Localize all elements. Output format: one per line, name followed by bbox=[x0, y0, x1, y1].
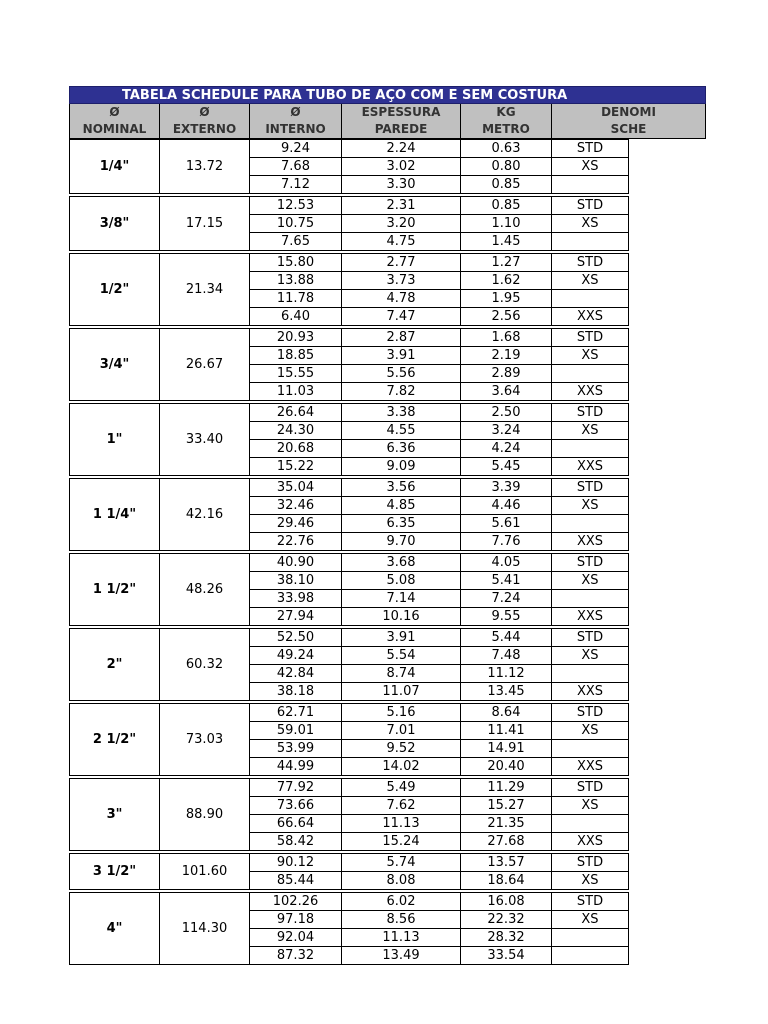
table-row bbox=[250, 497, 629, 515]
cell-kg-metro: 13.45 bbox=[461, 683, 552, 701]
cell-schedule: STD bbox=[552, 196, 629, 215]
cell-externo: 88.90 bbox=[160, 778, 250, 851]
cell-schedule bbox=[552, 176, 629, 194]
cell-schedule: XXS bbox=[552, 383, 629, 401]
cell-kg-metro: 0.80 bbox=[461, 158, 552, 176]
cell-kg-metro: 18.64 bbox=[461, 872, 552, 890]
pipe-size-group bbox=[69, 703, 629, 776]
cell-interno: 6.40 bbox=[250, 308, 342, 326]
table-row bbox=[250, 328, 629, 347]
cell-interno: 15.55 bbox=[250, 365, 342, 383]
cell-schedule: XXS bbox=[552, 533, 629, 551]
table-row bbox=[250, 308, 629, 326]
cell-espessura: 2.77 bbox=[342, 253, 461, 272]
table-row bbox=[250, 176, 629, 194]
cell-espessura: 3.73 bbox=[342, 272, 461, 290]
table-row bbox=[250, 253, 629, 272]
cell-interno: 20.93 bbox=[250, 328, 342, 347]
cell-externo: 42.16 bbox=[160, 478, 250, 551]
cell-espessura: 3.68 bbox=[342, 553, 461, 572]
cell-kg-metro: 2.19 bbox=[461, 347, 552, 365]
cell-schedule bbox=[552, 365, 629, 383]
cell-espessura: 3.91 bbox=[342, 628, 461, 647]
cell-kg-metro: 7.24 bbox=[461, 590, 552, 608]
cell-interno: 52.50 bbox=[250, 628, 342, 647]
cell-espessura: 3.02 bbox=[342, 158, 461, 176]
cell-espessura: 5.16 bbox=[342, 703, 461, 722]
table-row bbox=[250, 647, 629, 665]
cell-schedule: XXS bbox=[552, 308, 629, 326]
cell-espessura: 11.13 bbox=[342, 815, 461, 833]
cell-kg-metro: 2.50 bbox=[461, 403, 552, 422]
cell-kg-metro: 0.63 bbox=[461, 139, 552, 158]
cell-espessura: 8.74 bbox=[342, 665, 461, 683]
pipe-size-group bbox=[69, 628, 629, 701]
cell-interno: 27.94 bbox=[250, 608, 342, 626]
cell-schedule: STD bbox=[552, 703, 629, 722]
table-row bbox=[250, 815, 629, 833]
cell-espessura: 7.47 bbox=[342, 308, 461, 326]
cell-schedule: XS bbox=[552, 272, 629, 290]
cell-nominal: 1/2" bbox=[69, 253, 160, 326]
table-row bbox=[250, 797, 629, 815]
table-row bbox=[250, 515, 629, 533]
header-nominal bbox=[69, 104, 160, 139]
cell-interno: 12.53 bbox=[250, 196, 342, 215]
cell-espessura: 7.14 bbox=[342, 590, 461, 608]
cell-interno: 102.26 bbox=[250, 892, 342, 911]
table-row bbox=[250, 872, 629, 890]
table-row bbox=[250, 440, 629, 458]
cell-espessura: 4.85 bbox=[342, 497, 461, 515]
cell-externo: 73.03 bbox=[160, 703, 250, 776]
cell-kg-metro: 3.24 bbox=[461, 422, 552, 440]
table-row bbox=[250, 833, 629, 851]
cell-schedule bbox=[552, 290, 629, 308]
cell-schedule: XS bbox=[552, 572, 629, 590]
cell-espessura: 5.54 bbox=[342, 647, 461, 665]
cell-espessura: 3.30 bbox=[342, 176, 461, 194]
cell-interno: 38.18 bbox=[250, 683, 342, 701]
cell-nominal: 2 1/2" bbox=[69, 703, 160, 776]
table-row bbox=[250, 365, 629, 383]
cell-interno: 11.78 bbox=[250, 290, 342, 308]
cell-externo: 48.26 bbox=[160, 553, 250, 626]
cell-nominal: 1" bbox=[69, 403, 160, 476]
cell-schedule: XS bbox=[552, 647, 629, 665]
cell-externo: 17.15 bbox=[160, 196, 250, 251]
table-row bbox=[250, 758, 629, 776]
table-grid bbox=[69, 104, 706, 967]
cell-espessura: 9.09 bbox=[342, 458, 461, 476]
cell-interno: 38.10 bbox=[250, 572, 342, 590]
cell-espessura: 5.56 bbox=[342, 365, 461, 383]
cell-schedule bbox=[552, 740, 629, 758]
table-row bbox=[250, 892, 629, 911]
cell-espessura: 13.49 bbox=[342, 947, 461, 965]
cell-schedule: XS bbox=[552, 722, 629, 740]
cell-kg-metro: 22.32 bbox=[461, 911, 552, 929]
header-line: EXTERNO bbox=[172, 122, 237, 136]
header-espessura bbox=[342, 104, 461, 139]
table-row bbox=[250, 272, 629, 290]
cell-interno: 73.66 bbox=[250, 797, 342, 815]
cell-interno: 15.22 bbox=[250, 458, 342, 476]
header-line: KG bbox=[496, 105, 516, 119]
cell-schedule bbox=[552, 665, 629, 683]
cell-kg-metro: 14.91 bbox=[461, 740, 552, 758]
table-row bbox=[250, 196, 629, 215]
pipe-size-group bbox=[69, 196, 629, 251]
table-row bbox=[250, 778, 629, 797]
cell-schedule: XXS bbox=[552, 758, 629, 776]
cell-kg-metro: 20.40 bbox=[461, 758, 552, 776]
cell-schedule: STD bbox=[552, 853, 629, 872]
cell-espessura: 3.38 bbox=[342, 403, 461, 422]
table-row bbox=[250, 665, 629, 683]
table-row bbox=[250, 929, 629, 947]
table-row bbox=[250, 572, 629, 590]
table-row bbox=[250, 683, 629, 701]
cell-kg-metro: 2.89 bbox=[461, 365, 552, 383]
cell-schedule: XXS bbox=[552, 833, 629, 851]
cell-espessura: 4.78 bbox=[342, 290, 461, 308]
cell-interno: 49.24 bbox=[250, 647, 342, 665]
cell-externo: 114.30 bbox=[160, 892, 250, 965]
cell-kg-metro: 5.44 bbox=[461, 628, 552, 647]
cell-interno: 85.44 bbox=[250, 872, 342, 890]
table-row bbox=[250, 740, 629, 758]
cell-espessura: 5.08 bbox=[342, 572, 461, 590]
cell-kg-metro: 13.57 bbox=[461, 853, 552, 872]
cell-kg-metro: 2.56 bbox=[461, 308, 552, 326]
cell-schedule: STD bbox=[552, 403, 629, 422]
cell-espessura: 11.13 bbox=[342, 929, 461, 947]
cell-schedule: XS bbox=[552, 797, 629, 815]
cell-espessura: 15.24 bbox=[342, 833, 461, 851]
pipe-size-group bbox=[69, 139, 629, 194]
header-line: NOMINAL bbox=[82, 122, 147, 136]
header-line: INTERNO bbox=[265, 122, 326, 136]
cell-kg-metro: 33.54 bbox=[461, 947, 552, 965]
cell-interno: 44.99 bbox=[250, 758, 342, 776]
cell-interno: 29.46 bbox=[250, 515, 342, 533]
header-externo bbox=[160, 104, 250, 139]
table-row bbox=[250, 347, 629, 365]
schedule-table bbox=[69, 86, 706, 967]
cell-interno: 53.99 bbox=[250, 740, 342, 758]
pipe-size-group bbox=[69, 253, 629, 326]
pipe-size-group bbox=[69, 403, 629, 476]
cell-nominal: 3 1/2" bbox=[69, 853, 160, 890]
cell-nominal: 1 1/2" bbox=[69, 553, 160, 626]
cell-interno: 40.90 bbox=[250, 553, 342, 572]
cell-schedule: STD bbox=[552, 892, 629, 911]
cell-kg-metro: 5.45 bbox=[461, 458, 552, 476]
cell-espessura: 4.75 bbox=[342, 233, 461, 251]
header-line: METRO bbox=[482, 122, 530, 136]
cell-interno: 20.68 bbox=[250, 440, 342, 458]
cell-kg-metro: 7.48 bbox=[461, 647, 552, 665]
cell-espessura: 11.07 bbox=[342, 683, 461, 701]
cell-interno: 18.85 bbox=[250, 347, 342, 365]
header-line: SCHE bbox=[610, 122, 647, 136]
cell-espessura: 2.24 bbox=[342, 139, 461, 158]
cell-interno: 33.98 bbox=[250, 590, 342, 608]
cell-schedule: STD bbox=[552, 328, 629, 347]
cell-kg-metro: 0.85 bbox=[461, 196, 552, 215]
cell-interno: 66.64 bbox=[250, 815, 342, 833]
cell-kg-metro: 16.08 bbox=[461, 892, 552, 911]
cell-nominal: 1 1/4" bbox=[69, 478, 160, 551]
cell-schedule: STD bbox=[552, 553, 629, 572]
cell-nominal: 1/4" bbox=[69, 139, 160, 194]
cell-kg-metro: 3.64 bbox=[461, 383, 552, 401]
table-row bbox=[250, 853, 629, 872]
cell-kg-metro: 1.68 bbox=[461, 328, 552, 347]
cell-interno: 92.04 bbox=[250, 929, 342, 947]
cell-schedule: XS bbox=[552, 215, 629, 233]
cell-kg-metro: 1.95 bbox=[461, 290, 552, 308]
cell-interno: 13.88 bbox=[250, 272, 342, 290]
cell-espessura: 2.87 bbox=[342, 328, 461, 347]
table-title: TABELA SCHEDULE PARA TUBO DE AÇO COM E SEM COSTURA bbox=[69, 86, 706, 104]
pipe-size-group bbox=[69, 853, 629, 890]
cell-schedule: XXS bbox=[552, 683, 629, 701]
table-row bbox=[250, 215, 629, 233]
cell-kg-metro: 1.10 bbox=[461, 215, 552, 233]
cell-nominal: 3/8" bbox=[69, 196, 160, 251]
cell-interno: 15.80 bbox=[250, 253, 342, 272]
cell-espessura: 2.31 bbox=[342, 196, 461, 215]
cell-espessura: 3.56 bbox=[342, 478, 461, 497]
header-line: Ø bbox=[109, 105, 120, 119]
table-row bbox=[250, 383, 629, 401]
cell-schedule: XXS bbox=[552, 458, 629, 476]
cell-interno: 87.32 bbox=[250, 947, 342, 965]
pipe-size-group bbox=[69, 778, 629, 851]
header-schedule bbox=[552, 104, 706, 139]
cell-espessura: 8.56 bbox=[342, 911, 461, 929]
cell-interno: 32.46 bbox=[250, 497, 342, 515]
cell-schedule: STD bbox=[552, 628, 629, 647]
cell-kg-metro: 0.85 bbox=[461, 176, 552, 194]
table-row bbox=[250, 553, 629, 572]
cell-kg-metro: 7.76 bbox=[461, 533, 552, 551]
cell-kg-metro: 1.27 bbox=[461, 253, 552, 272]
header-interno bbox=[250, 104, 342, 139]
cell-espessura: 6.36 bbox=[342, 440, 461, 458]
pipe-size-group bbox=[69, 328, 629, 401]
cell-kg-metro: 11.12 bbox=[461, 665, 552, 683]
table-row bbox=[250, 533, 629, 551]
cell-schedule: STD bbox=[552, 139, 629, 158]
cell-espessura: 6.02 bbox=[342, 892, 461, 911]
cell-espessura: 4.55 bbox=[342, 422, 461, 440]
cell-schedule bbox=[552, 929, 629, 947]
cell-kg-metro: 15.27 bbox=[461, 797, 552, 815]
cell-interno: 22.76 bbox=[250, 533, 342, 551]
cell-kg-metro: 11.29 bbox=[461, 778, 552, 797]
cell-interno: 97.18 bbox=[250, 911, 342, 929]
table-row bbox=[250, 422, 629, 440]
header-line: DENOMI bbox=[601, 105, 656, 119]
cell-interno: 10.75 bbox=[250, 215, 342, 233]
cell-interno: 7.65 bbox=[250, 233, 342, 251]
cell-interno: 58.42 bbox=[250, 833, 342, 851]
cell-interno: 42.84 bbox=[250, 665, 342, 683]
cell-externo: 26.67 bbox=[160, 328, 250, 401]
table-row bbox=[250, 703, 629, 722]
cell-nominal: 4" bbox=[69, 892, 160, 965]
cell-schedule: XS bbox=[552, 422, 629, 440]
header-kg-metro bbox=[461, 104, 552, 139]
cell-externo: 33.40 bbox=[160, 403, 250, 476]
header-line: Ø bbox=[199, 105, 210, 119]
cell-schedule: XS bbox=[552, 497, 629, 515]
table-row bbox=[250, 158, 629, 176]
table-row bbox=[250, 590, 629, 608]
cell-kg-metro: 5.41 bbox=[461, 572, 552, 590]
cell-kg-metro: 4.05 bbox=[461, 553, 552, 572]
header-line: ESPESSURA bbox=[361, 105, 441, 119]
cell-externo: 101.60 bbox=[160, 853, 250, 890]
cell-nominal: 3" bbox=[69, 778, 160, 851]
table-row bbox=[250, 722, 629, 740]
cell-interno: 35.04 bbox=[250, 478, 342, 497]
cell-schedule: STD bbox=[552, 778, 629, 797]
cell-espessura: 3.20 bbox=[342, 215, 461, 233]
table-row bbox=[250, 947, 629, 965]
table-row bbox=[250, 139, 629, 158]
pipe-size-group bbox=[69, 892, 629, 965]
table-row bbox=[250, 911, 629, 929]
table-row bbox=[250, 290, 629, 308]
cell-interno: 59.01 bbox=[250, 722, 342, 740]
cell-espessura: 8.08 bbox=[342, 872, 461, 890]
cell-kg-metro: 11.41 bbox=[461, 722, 552, 740]
cell-interno: 7.12 bbox=[250, 176, 342, 194]
table-row bbox=[250, 458, 629, 476]
table-row bbox=[250, 628, 629, 647]
cell-schedule bbox=[552, 515, 629, 533]
cell-schedule: XS bbox=[552, 158, 629, 176]
cell-espessura: 7.62 bbox=[342, 797, 461, 815]
cell-schedule bbox=[552, 440, 629, 458]
cell-interno: 11.03 bbox=[250, 383, 342, 401]
cell-externo: 21.34 bbox=[160, 253, 250, 326]
cell-kg-metro: 5.61 bbox=[461, 515, 552, 533]
cell-espessura: 10.16 bbox=[342, 608, 461, 626]
cell-kg-metro: 1.62 bbox=[461, 272, 552, 290]
cell-schedule: XS bbox=[552, 911, 629, 929]
cell-schedule bbox=[552, 815, 629, 833]
cell-schedule: XS bbox=[552, 347, 629, 365]
cell-nominal: 2" bbox=[69, 628, 160, 701]
cell-interno: 26.64 bbox=[250, 403, 342, 422]
cell-espessura: 5.49 bbox=[342, 778, 461, 797]
cell-espessura: 6.35 bbox=[342, 515, 461, 533]
cell-schedule bbox=[552, 590, 629, 608]
cell-espessura: 14.02 bbox=[342, 758, 461, 776]
pipe-size-group bbox=[69, 478, 629, 551]
cell-interno: 62.71 bbox=[250, 703, 342, 722]
header-line: Ø bbox=[290, 105, 301, 119]
cell-interno: 7.68 bbox=[250, 158, 342, 176]
cell-kg-metro: 3.39 bbox=[461, 478, 552, 497]
cell-schedule: STD bbox=[552, 253, 629, 272]
cell-espessura: 9.70 bbox=[342, 533, 461, 551]
cell-externo: 60.32 bbox=[160, 628, 250, 701]
cell-kg-metro: 28.32 bbox=[461, 929, 552, 947]
pipe-size-group bbox=[69, 553, 629, 626]
cell-kg-metro: 1.45 bbox=[461, 233, 552, 251]
cell-espessura: 7.01 bbox=[342, 722, 461, 740]
table-row bbox=[250, 478, 629, 497]
cell-interno: 90.12 bbox=[250, 853, 342, 872]
cell-espessura: 7.82 bbox=[342, 383, 461, 401]
cell-kg-metro: 21.35 bbox=[461, 815, 552, 833]
cell-schedule: XS bbox=[552, 872, 629, 890]
cell-externo: 13.72 bbox=[160, 139, 250, 194]
table-row bbox=[250, 608, 629, 626]
cell-schedule: XXS bbox=[552, 608, 629, 626]
cell-interno: 24.30 bbox=[250, 422, 342, 440]
cell-schedule: STD bbox=[552, 478, 629, 497]
cell-espessura: 3.91 bbox=[342, 347, 461, 365]
cell-kg-metro: 4.24 bbox=[461, 440, 552, 458]
cell-kg-metro: 8.64 bbox=[461, 703, 552, 722]
cell-interno: 77.92 bbox=[250, 778, 342, 797]
table-row bbox=[250, 403, 629, 422]
cell-kg-metro: 27.68 bbox=[461, 833, 552, 851]
cell-schedule bbox=[552, 947, 629, 965]
cell-kg-metro: 4.46 bbox=[461, 497, 552, 515]
cell-nominal: 3/4" bbox=[69, 328, 160, 401]
cell-espessura: 9.52 bbox=[342, 740, 461, 758]
cell-espessura: 5.74 bbox=[342, 853, 461, 872]
table-row bbox=[250, 233, 629, 251]
cell-kg-metro: 9.55 bbox=[461, 608, 552, 626]
cell-interno: 9.24 bbox=[250, 139, 342, 158]
cell-schedule bbox=[552, 233, 629, 251]
header-line: PAREDE bbox=[374, 122, 428, 136]
